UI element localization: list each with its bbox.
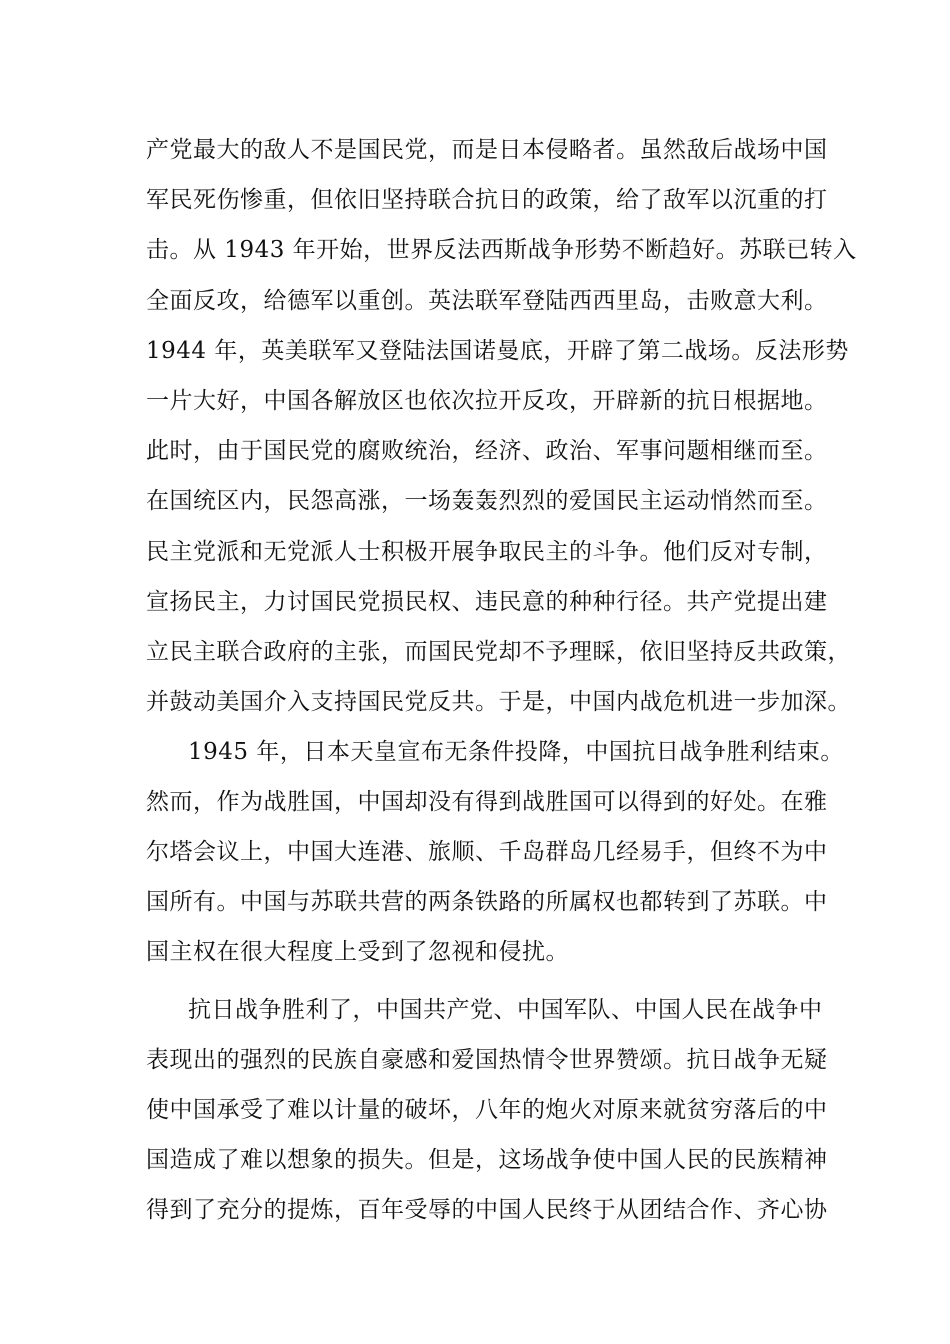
text-line: 一片大好，中国各解放区也依次拉开反攻，开辟新的抗日根据地。 xyxy=(146,388,828,414)
text-line: 国造成了难以想象的损失。但是，这场战争使中国人民的民族精神 xyxy=(146,1147,828,1173)
text-line: 表现出的强烈的民族自豪感和爱国热情令世界赞颂。抗日战争无疑 xyxy=(146,1047,828,1073)
text-line: 全面反攻，给德军以重创。英法联军登陆西西里岛，击败意大利。 xyxy=(146,288,828,314)
text-line: 尔塔会议上，中国大连港、旅顺、千岛群岛几经易手，但终不为中 xyxy=(146,839,828,865)
text-line: 击。从 1943 年开始，世界反法西斯战争形势不断趋好。苏联已转入 xyxy=(146,237,857,263)
text-line: 1944 年，英美联军又登陆法国诺曼底，开辟了第二战场。反法形势 xyxy=(146,338,849,364)
text-line: 此时，由于国民党的腐败统治，经济、政治、军事问题相继而至。 xyxy=(146,438,828,464)
paragraph-first-line: 抗日战争胜利了，中国共产党、中国军队、中国人民在战争中 xyxy=(188,997,823,1023)
text-line: 在国统区内，民怨高涨，一场轰轰烈烈的爱国民主运动悄然而至。 xyxy=(146,488,828,514)
text-line: 使中国承受了难以计量的破坏，八年的炮火对原来就贫穷落后的中 xyxy=(146,1097,828,1123)
text-line: 国所有。中国与苏联共营的两条铁路的所属权也都转到了苏联。中 xyxy=(146,889,828,915)
paragraph-first-line: 1945 年，日本天皇宣布无条件投降，中国抗日战争胜利结束。 xyxy=(188,739,844,765)
text-line: 宣扬民主，力讨国民党损民权、违民意的种种行径。共产党提出建 xyxy=(146,589,828,615)
text-line: 产党最大的敌人不是国民党，而是日本侵略者。虽然敌后战场中国 xyxy=(146,137,828,163)
text-line: 并鼓动美国介入支持国民党反共。于是，中国内战危机进一步加深。 xyxy=(146,689,851,715)
text-line: 军民死伤惨重，但依旧坚持联合抗日的政策，给了敌军以沉重的打 xyxy=(146,187,828,213)
text-line: 然而，作为战胜国，中国却没有得到战胜国可以得到的好处。在雅 xyxy=(146,789,828,815)
text-line: 国主权在很大程度上受到了忽视和侵扰。 xyxy=(146,939,569,965)
text-line: 得到了充分的提炼，百年受辱的中国人民终于从团结合作、齐心协 xyxy=(146,1197,828,1223)
text-line: 民主党派和无党派人士积极开展争取民主的斗争。他们反对专制， xyxy=(146,539,828,565)
text-line: 立民主联合政府的主张，而国民党却不予理睬，依旧坚持反共政策， xyxy=(146,639,851,665)
